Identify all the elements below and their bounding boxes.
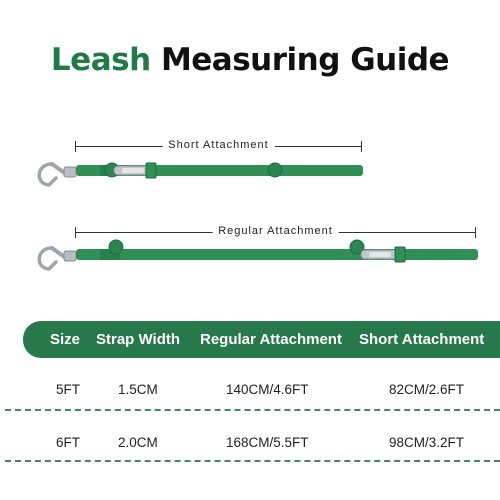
header-size: Size (50, 331, 81, 348)
table-header (23, 321, 500, 358)
title-accent: Leash (50, 42, 151, 78)
leash-ring (268, 163, 282, 177)
cell-size: 5FT (56, 382, 81, 397)
snap-hook-icon (39, 248, 76, 269)
header-strap-width: Strap Width (96, 331, 181, 348)
cell-regular-attachment: 140CM/4.6FT (226, 382, 309, 397)
cell-size: 6FT (56, 435, 81, 450)
header-regular-attachment: Regular Attachment (200, 331, 342, 348)
title-rest: Measuring Guide (160, 42, 450, 78)
short-leash (39, 163, 363, 185)
header-short-attachment: Short Attachment (359, 331, 485, 348)
leash-strap (76, 249, 478, 260)
snap-hook-icon (39, 164, 76, 185)
cell-short-attachment: 82CM/2.6FT (389, 382, 465, 397)
regular-leash (39, 240, 478, 269)
cell-strap-width: 1.5CM (118, 382, 158, 397)
cell-strap-width: 2.0CM (118, 435, 158, 450)
short-attachment-label: Short Attachment (162, 139, 274, 151)
regular-attachment-label: Regular Attachment (212, 225, 339, 237)
row-divider (5, 409, 500, 411)
cell-regular-attachment: 168CM/5.5FT (226, 435, 309, 450)
row-divider (5, 460, 500, 462)
cell-short-attachment: 98CM/3.2FT (389, 435, 465, 450)
leash-ring (109, 240, 123, 254)
